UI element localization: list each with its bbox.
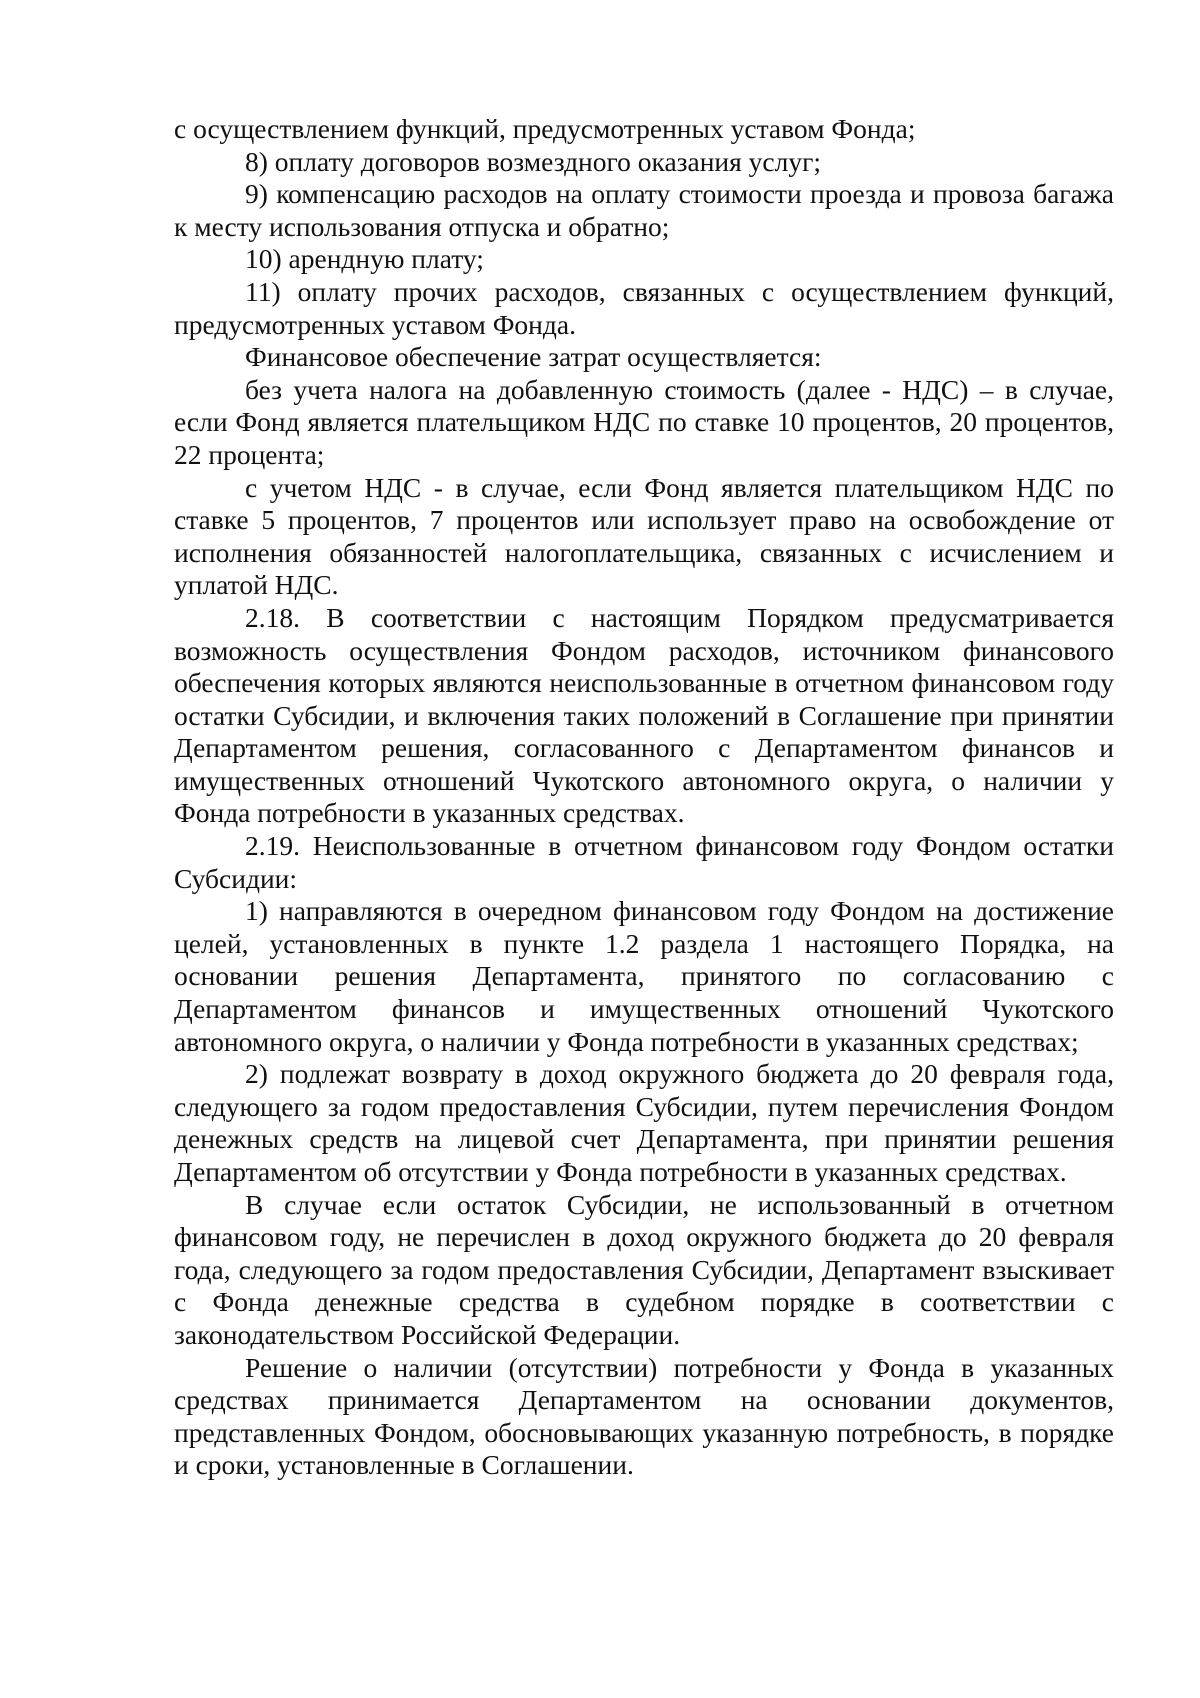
- paragraph-13: В случае если остаток Субсидии, не использованный в отчетном финансовом году, не перечислен в доход окружного бюджета до 20 февраля года, следующего за годом предоставления Субсидии, Департамент взыскивает с Фонда денежные средства в судебном порядке в соответствии с законодательством Российской Федерации.: [174, 1188, 1114, 1350]
- paragraph-14: Решение о наличии (отсутствии) потребности у Фонда в указанных средствах принимается Департаментом на основании документов, представленных Фондом, обосновывающих указанную потребность, в порядке и сроки, установленные в Соглашении.: [174, 1351, 1114, 1481]
- paragraph-8: с учетом НДС - в случае, если Фонд является плательщиком НДС по ставке 5 процентов, 7 процентов или использует право на освобождение от исполнения обязанностей налогоплательщика, связанных с исчислением и уплатой НДС.: [174, 471, 1114, 601]
- paragraph-3: 9) компенсацию расходов на оплату стоимости проезда и провоза багажа к месту использования отпуска и обратно;: [174, 178, 1114, 242]
- paragraph-4: 10) арендную плату;: [245, 243, 484, 275]
- paragraph-2: 8) оплату договоров возмездного оказания услуг;: [245, 145, 822, 177]
- paragraph-9: 2.18. В соответствии с настоящим Порядком предусматривается возможность осуществления Фондом расходов, источником финансового обеспечения которых являются неиспользованные в отчетном финансовом году остатки Субсидии, и включения таких положений в Соглашение при принятии Департаментом решения, согласованного с Департаментом финансов и имущественных отношений Чукотского автономного округа, о наличии у Фонда потребности в указанных средствах.: [174, 601, 1114, 829]
- paragraph-5: 11) оплату прочих расходов, связанных с осуществлением функций, предусмотренных уставом Фонда.: [174, 275, 1114, 340]
- paragraph-12: 2) подлежат возврату в доход окружного бюджета до 20 февраля года, следующего за годом предоставления Субсидии, путем перечисления Фондом денежных средств на лицевой счет Департамента, при принятии решения Департаментом об отсутствии у Фонда потребности в указанных средствах.: [174, 1058, 1114, 1187]
- paragraph-11: 1) направляются в очередном финансовом году Фондом на достижение целей, установленных в пункте 1.2 раздела 1 настоящего Порядка, на основании решения Департамента, принятого по согласованию с Департаментом финансов и имущественных отношений Чукотского автономного округа, о наличии у Фонда потребности в указанных средствах;: [174, 895, 1114, 1057]
- paragraph-6: Финансовое обеспечение затрат осуществляется:: [245, 341, 822, 373]
- paragraph-10: 2.19. Неиспользованные в отчетном финансовом году Фондом остатки Субсидии:: [174, 830, 1114, 894]
- document-page: [174, 113, 1114, 1482]
- paragraph-7: без учета налога на добавленную стоимость (далее - НДС) – в случае, если Фонд является плательщиком НДС по ставке 10 процентов, 20 процентов, 22 процента;: [174, 373, 1114, 470]
- paragraph-1: с осуществлением функций, предусмотренных уставом Фонда;: [174, 113, 916, 144]
